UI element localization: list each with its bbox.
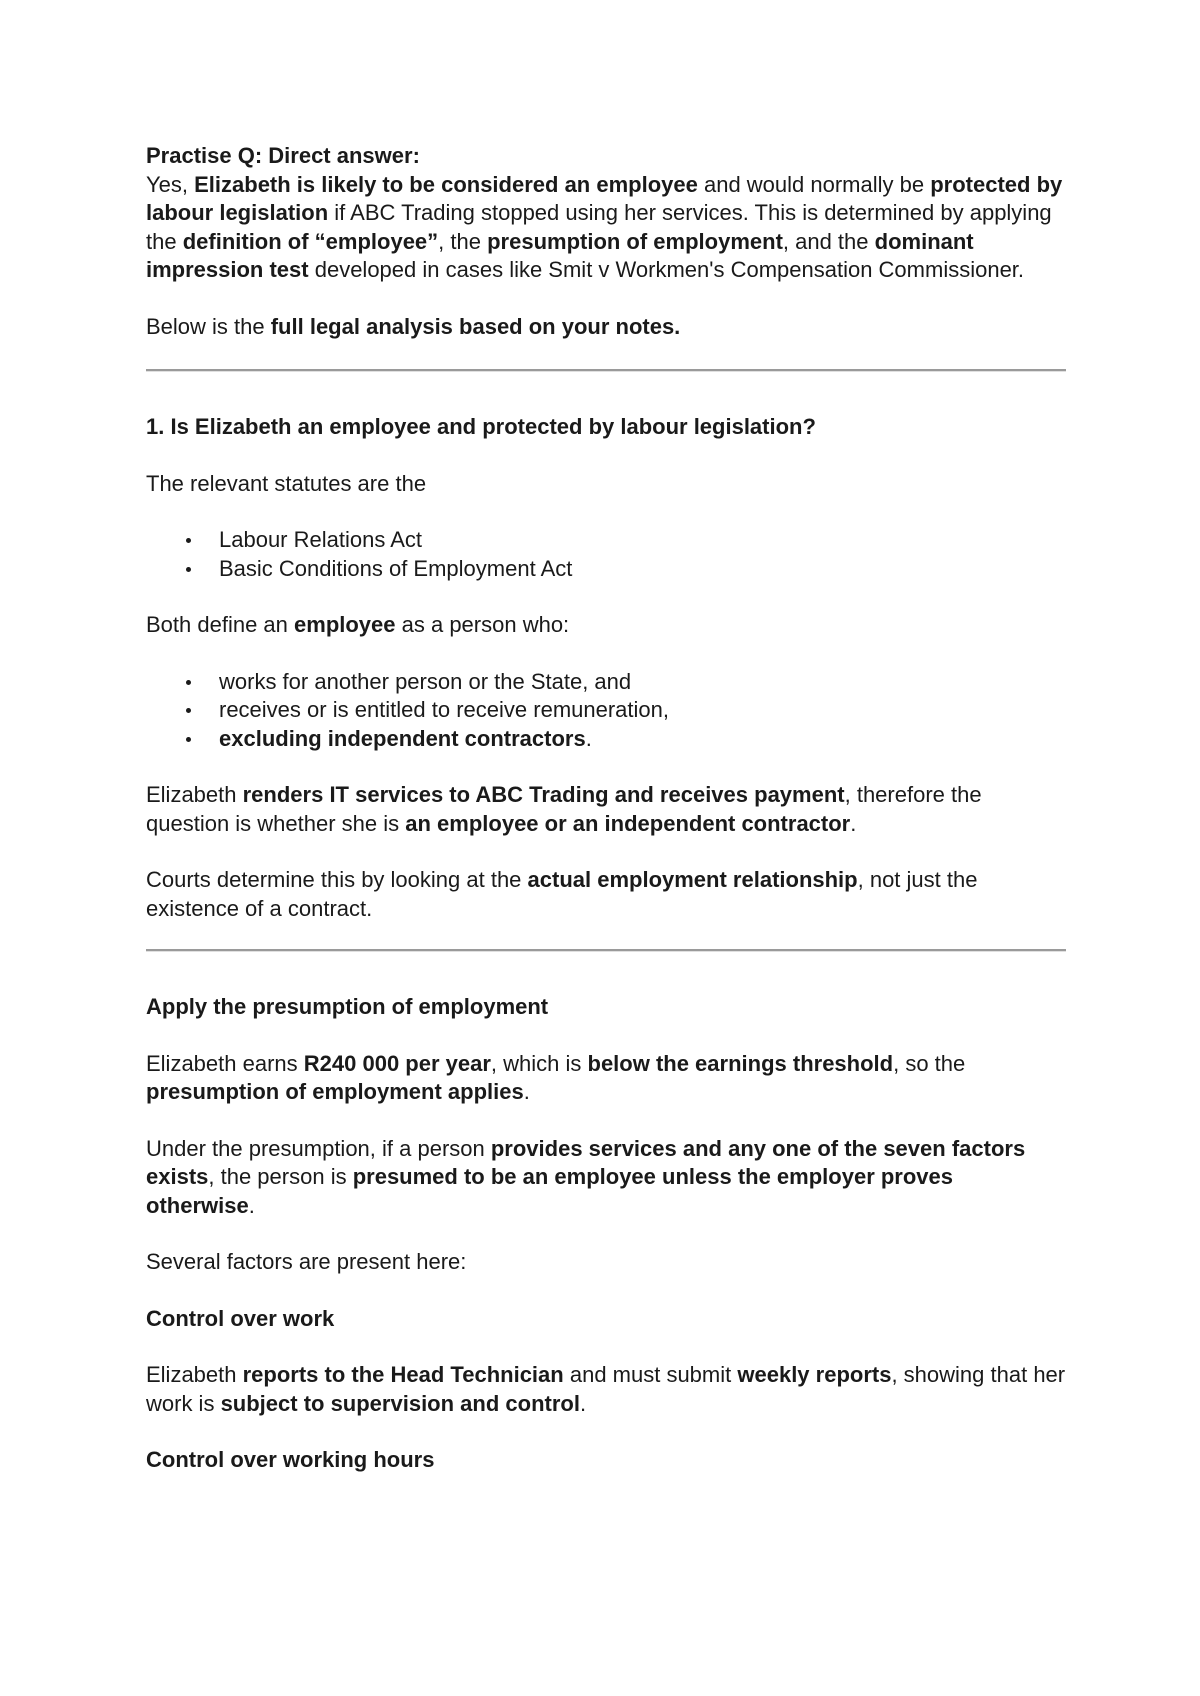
intro-heading: Practise Q: Direct answer: [146,143,420,168]
earnings-paragraph: Elizabeth earns R240 000 per year, which is below the earnings threshold, so the presumption of employment applies. [146,1050,966,1104]
divider [146,369,1066,372]
statutes-list [146,526,1066,583]
document-page [146,142,1066,1503]
presumption-paragraph: Under the presumption, if a person provides services and any one of the seven factors exists, the person is presumed to be an employee unless the employer proves otherwise. [146,1135,1026,1218]
intro-analysis-paragraph: Below is the full legal analysis based on your notes. [146,313,681,339]
divider [146,949,1066,952]
list-item: Basic Conditions of Employment Act [219,555,1066,584]
control-paragraph: Elizabeth reports to the Head Technician and must submit weekly reports, showing that her work is subject to supervision and control. [146,1362,1066,1416]
control-work-heading: Control over work [146,1305,335,1331]
factors-intro: Several factors are present here: [146,1249,467,1274]
list-item: excluding independent contractors. [219,725,1066,754]
criteria-list [146,668,1066,754]
control-hours-heading: Control over working hours [146,1447,435,1472]
employee-definition-paragraph: Both define an employee as a person who: [146,612,570,637]
services-paragraph: Elizabeth renders IT services to ABC Trading and receives payment, therefore the question is whether she is an employee or an independent contractor. [146,782,982,836]
list-item: Labour Relations Act [219,526,1066,555]
section1-heading: 1. Is Elizabeth an employee and protected by labour legislation? [146,414,816,439]
intro-answer-paragraph: Yes, Elizabeth is likely to be considered an employee and would normally be protected by labour legislation if ABC Trading stopped using her services. This is determined by applying the definition of “employee”, the presumption of employment, and the dominant impression test developed in cases like Smit v Workmen's Compensation Commissioner. [146,171,1063,282]
courts-paragraph: Courts determine this by looking at the actual employment relationship, not just the existence of a contract. [146,867,978,921]
list-item: works for another person or the State, and [219,668,1066,697]
statutes-intro: The relevant statutes are the [146,470,427,496]
section2-heading: Apply the presumption of employment [146,994,549,1019]
list-item: receives or is entitled to receive remuneration, [219,696,1066,725]
